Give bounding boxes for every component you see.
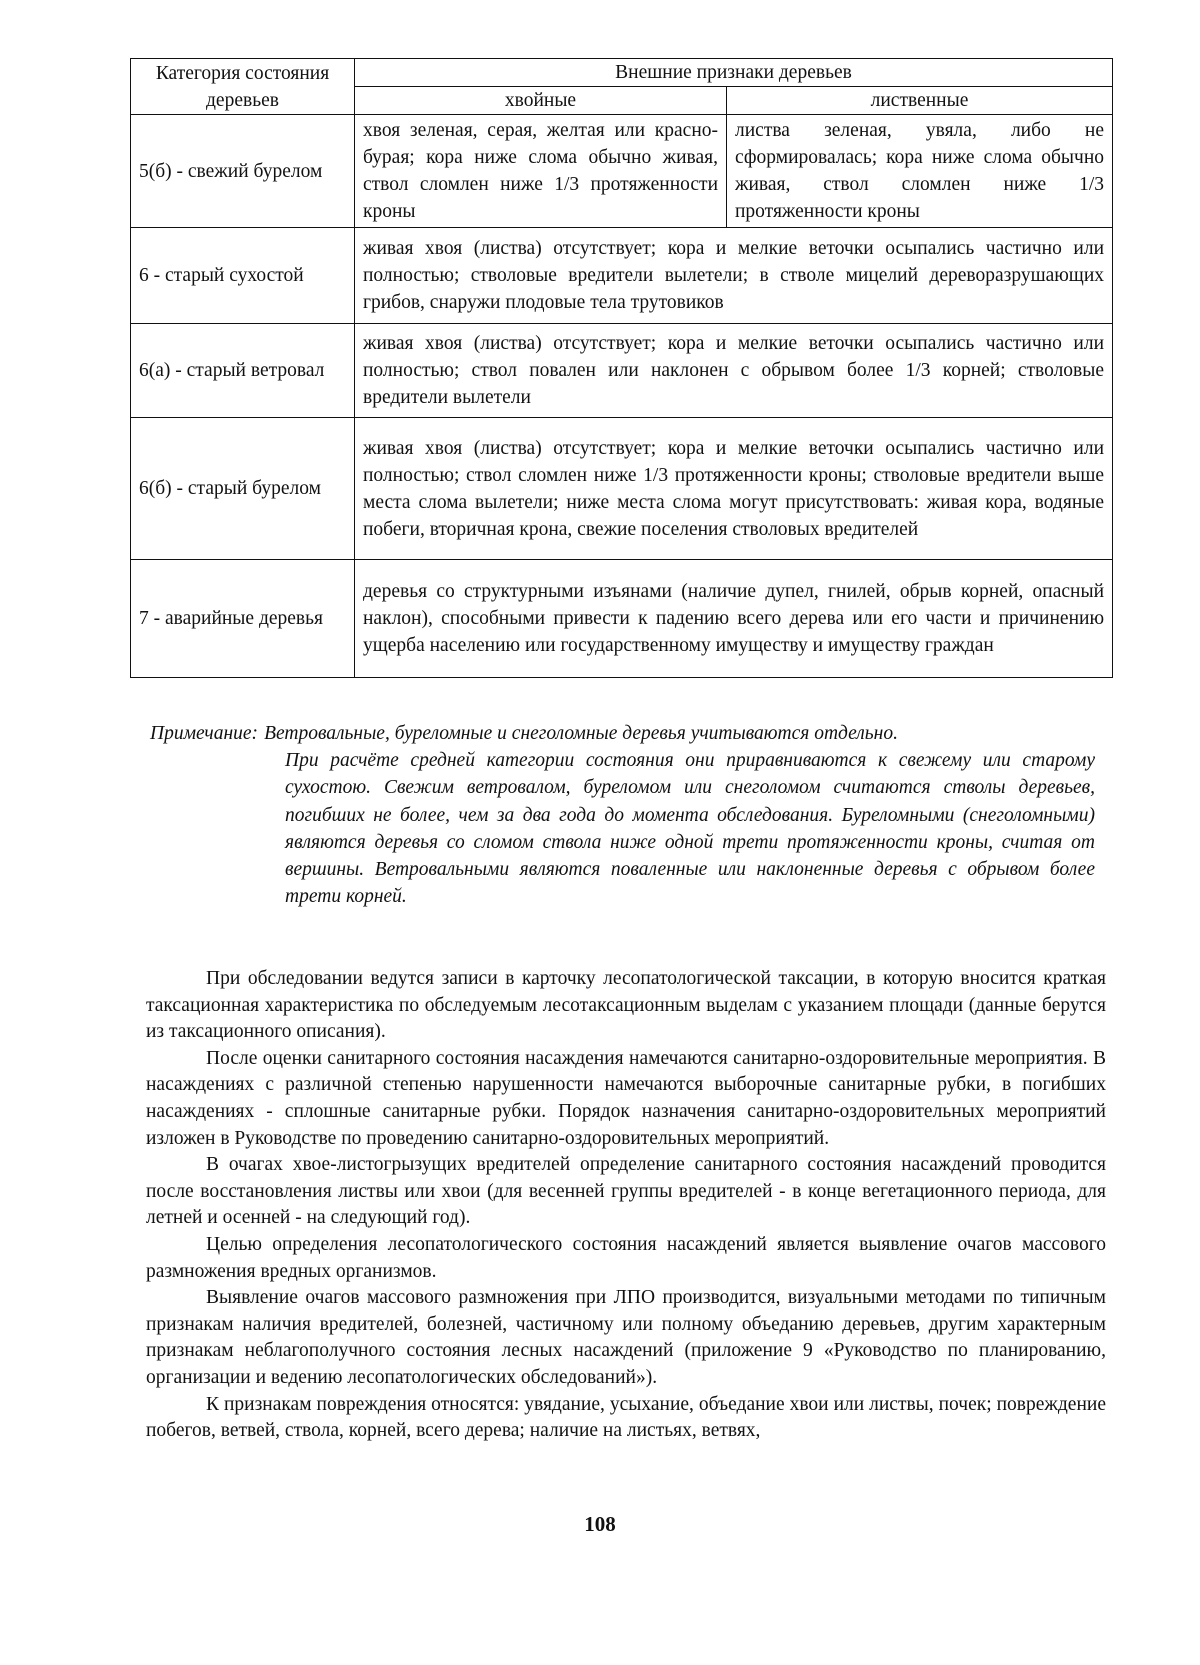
body-text (146, 966, 1106, 1445)
table-row (131, 115, 1113, 228)
table-row (131, 418, 1113, 560)
header-deciduous: лиственные (727, 87, 1113, 115)
note-first-text: Ветровальные, буреломные и снеголомные деревья учитываются отдельно. (264, 723, 898, 744)
row-description: живая хвоя (листва) отсутствует; кора и мелкие веточки осыпались частично или полностью; стволовые вредители вылетели; в стволе мицелий дереворазрушающих грибов, снаружи плодовые тела трутовиков (355, 228, 1113, 324)
row-category: 6 - старый сухостой (131, 228, 355, 324)
row-description: деревья со структурными изъянами (наличие дупел, гнилей, обрыв корней, опасный наклон), способными привести к падению всего дерева или его части и причинению ущерба населению или государственному имуществу и имуществу граждан (355, 560, 1113, 678)
paragraph: Целью определения лесопатологического состояния насаждений является выявление очагов массового размножения вредных организмов. (146, 1233, 1106, 1282)
row-category: 7 - аварийные деревья (131, 560, 355, 678)
table-note (150, 720, 1095, 910)
paragraph: После оценки санитарного состояния насаждения намечаются санитарно-оздоровительные мероприятия. В насаждениях с различной степенью нарушенности намечаются выборочные санитарные рубки, в погибших насаждениях - сплошные санитарные рубки. Порядок назначения санитарно-оздоровительных мероприятий изложен в Руководстве по проведению санитарно-оздоровительных мероприятий. (146, 1047, 1106, 1149)
page-number: 108 (584, 1512, 616, 1536)
paragraph: Выявление очагов массового размножения при ЛПО производится, визуальными методами по типичным признакам наличия вредителей, болезней, частичному или полному объеданию деревьев, другим характерным признакам неблагополучного состояния лесных насаждений (приложение 9 «Руководство по планированию, организации и ведению лесопатологических обследований»). (146, 1287, 1106, 1388)
paragraph: К признакам повреждения относятся: увядание, усыхание, объедание хвои или листвы, почек; повреждение побегов, ветвей, ствола, корней, всего дерева; наличие на листьях, ветвях, (146, 1393, 1106, 1442)
row-deciduous: листва зеленая, увяла, либо не сформировалась; кора ниже слома обычно живая, ствол сломлен ниже 1/3 протяженности кроны (727, 115, 1113, 228)
paragraph: В очагах хвое-листогрызущих вредителей определение санитарного состояния насаждений проводится после восстановления листвы или хвои (для весенней группы вредителей - в конце вегетационного периода, для летней и осенней - на следующий год). (146, 1154, 1106, 1229)
note-text: При расчёте средней категории состояния они приравниваются к свежему или старому сухостою. Свежим ветровалом, буреломом или снеголомом считаются стволы деревьев, погибших не более, чем за два года до момента обследования. Буреломными (снеголомными) являются деревья со сломом ствола ниже одной трети протяженности кроны, считая от вершины. Ветровальными являются поваленные или наклоненные деревья с обрывом более трети корней. (285, 750, 1095, 908)
table-row (131, 560, 1113, 678)
table-row (131, 228, 1113, 324)
row-description: живая хвоя (листва) отсутствует; кора и мелкие веточки осыпались частично или полностью; ствол сломлен ниже 1/3 протяженности кроны; стволовые вредители выше места слома вылетели; ниже места слома могут присутствовать: живая кора, водяные побеги, вторичная крона, свежие поселения стволовых вредителей (355, 418, 1113, 560)
table-header-row (131, 59, 1113, 87)
row-description: живая хвоя (листва) отсутствует; кора и мелкие веточки осыпались частично или полностью; ствол повален или наклонен с обрывом более 1/3 корней; стволовые вредители вылетели (355, 324, 1113, 418)
note-first-line (150, 720, 1095, 747)
note-label: Примечание: (150, 723, 259, 744)
header-external-signs: Внешние признаки деревьев (355, 59, 1113, 87)
paragraph: При обследовании ведутся записи в карточку лесопатологической таксации, в которую вносится краткая таксационная характеристика по обследуемым лесотаксационным выделам с указанием площади (данные берутся из таксационного описания). (146, 968, 1106, 1043)
row-coniferous: хвоя зеленая, серая, желтая или красно-бурая; кора ниже слома обычно живая, ствол сломлен ниже 1/3 протяженности кроны (355, 115, 727, 228)
header-coniferous: хвойные (355, 87, 727, 115)
table-row (131, 324, 1113, 418)
header-category: Категория состояния деревьев (131, 59, 355, 115)
row-category: 5(б) - свежий бурелом (131, 115, 355, 228)
row-category: 6(б) - старый бурелом (131, 418, 355, 560)
row-category: 6(а) - старый ветровал (131, 324, 355, 418)
tree-condition-table (130, 58, 1113, 678)
